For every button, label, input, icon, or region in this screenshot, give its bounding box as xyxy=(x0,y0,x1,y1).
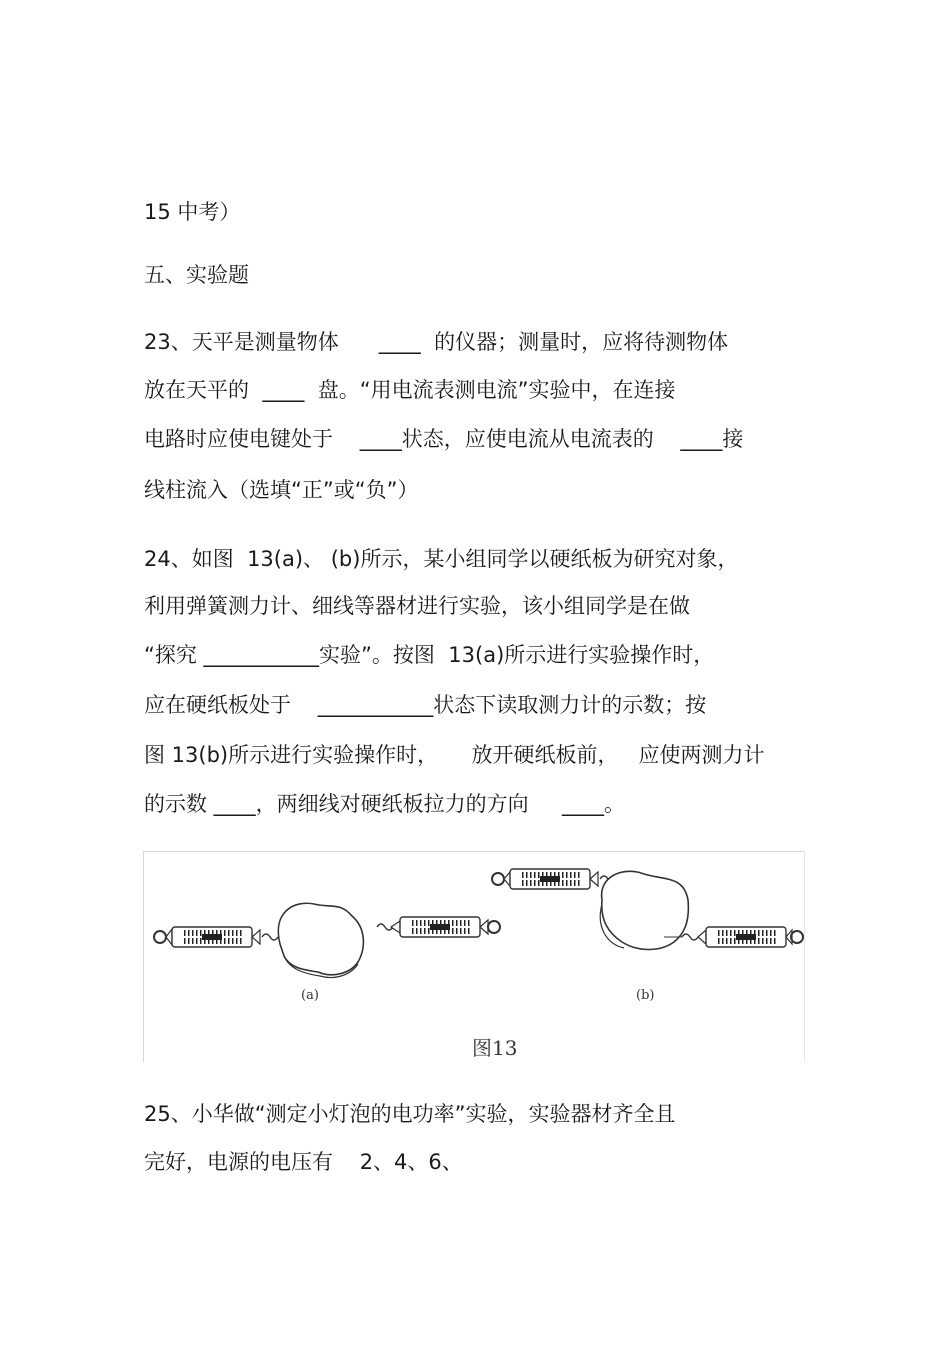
spring-scale-a-right xyxy=(377,917,500,937)
question-24-line-3: “探究 ___________实验”。按图 13(a)所示进行实验操作时， xyxy=(144,643,715,667)
figure-caption: 图13 xyxy=(472,1036,518,1060)
question-24-line-6: 的示数 ____，两细线对硬纸板拉力的方向 ____。 xyxy=(144,792,626,816)
spring-scale-b-bottom xyxy=(664,927,803,947)
cardboard-a xyxy=(278,903,363,977)
question-24-line-2: 利用弹簧测力计、细线等器材进行实验，该小组同学是在做 xyxy=(144,594,690,618)
question-25-line-2: 完好，电源的电压有 2、4、6、 xyxy=(144,1150,463,1174)
line-1: 15 中考） xyxy=(144,200,241,224)
figure-label-a: (a) xyxy=(301,988,319,1003)
question-23-line-4: 线柱流入（选填“正”或“负”） xyxy=(144,478,419,502)
question-24-line-4: 应在硬纸板处于 ___________状态下读取测力计的示数；按 xyxy=(144,693,707,717)
question-23-line-2: 放在天平的 ____ 盘。“用电流表测电流”实验中，在连接 xyxy=(144,378,676,402)
figure-label-b: (b) xyxy=(636,988,655,1003)
spring-scale-a-left xyxy=(154,927,289,947)
cardboard-b xyxy=(600,871,688,949)
question-23-line-1: 23、天平是测量物体 ____ 的仪器；测量时，应将待测物体 xyxy=(144,330,729,354)
question-24-line-1: 24、如图 13(a)、 (b)所示，某小组同学以硬纸板为研究对象， xyxy=(144,547,739,571)
figure-13 xyxy=(143,851,805,1062)
question-25-line-1: 25、小华做“测定小灯泡的电功率”实验，实验器材齐全且 xyxy=(144,1102,676,1126)
question-23-line-3: 电路时应使电键处于 ____状态，应使电流从电流表的 ____接 xyxy=(144,427,744,451)
spring-scale-diagram xyxy=(144,852,804,1062)
section-heading: 五、实验题 xyxy=(144,263,249,287)
question-24-line-5: 图 13(b)所示进行实验操作时， 放开硬纸板前， 应使两测力计 xyxy=(144,743,765,767)
